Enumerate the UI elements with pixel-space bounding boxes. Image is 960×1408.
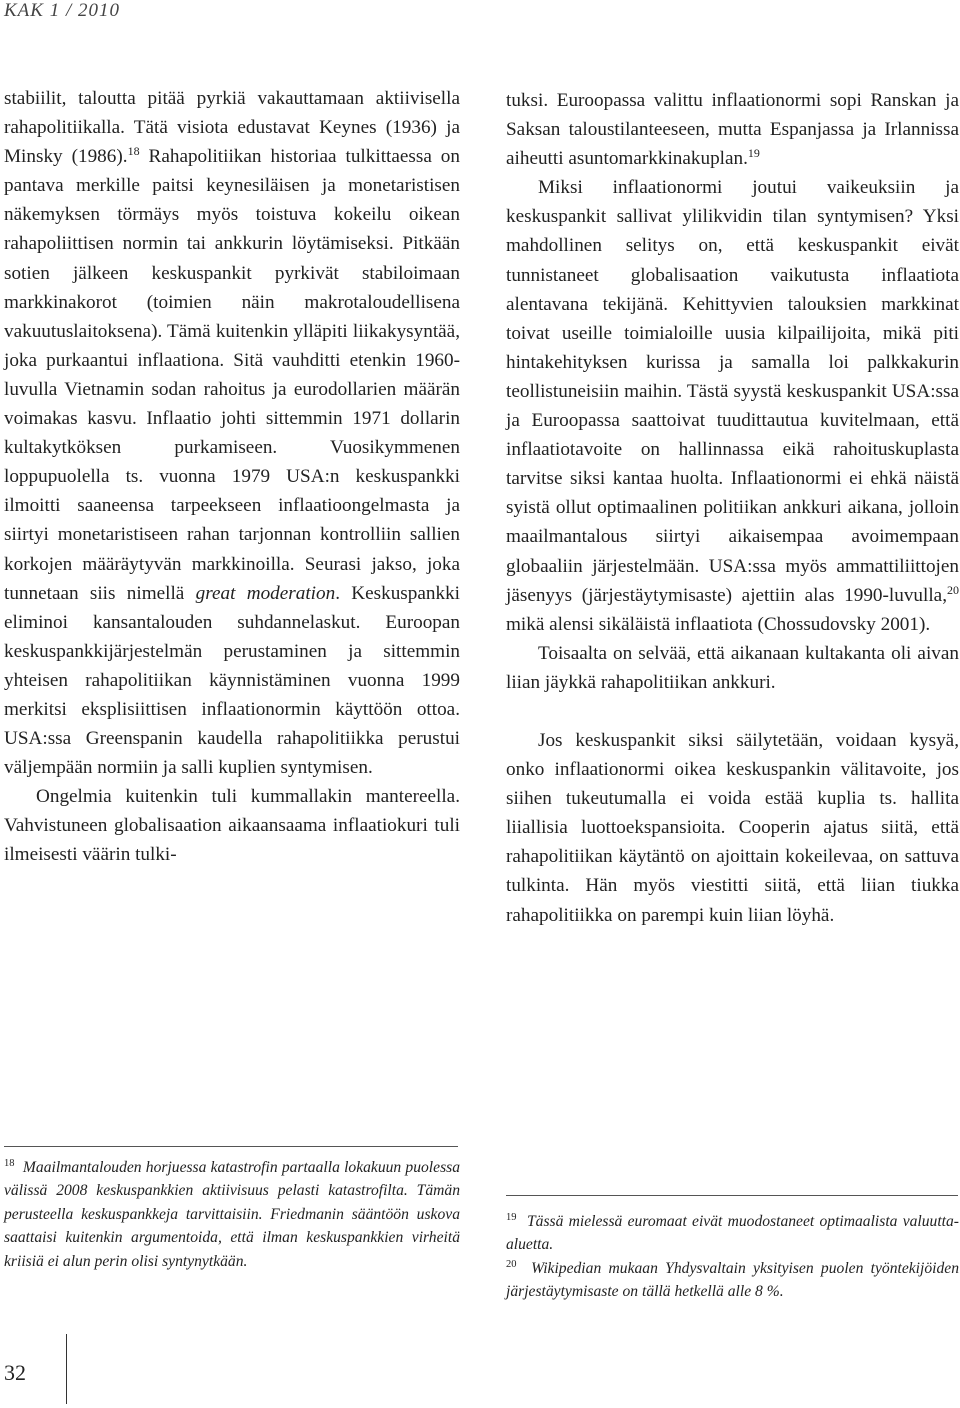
right-paragraph-3: Toisaalta on selvää, että aikanaan kultakanta oli aivan liian jäykkä rahapolitiikan ankkuri. (506, 642, 959, 693)
right-footnotes (506, 1210, 959, 1304)
footnote-20 (506, 1257, 959, 1304)
left-paragraph-1 (4, 84, 460, 782)
footnote-ref-20[interactable]: 20 (947, 582, 959, 597)
right-paragraph-2 (506, 173, 959, 639)
right-footnote-rule (506, 1195, 958, 1196)
left-footnotes (4, 1156, 460, 1273)
page-number: 32 (4, 1360, 26, 1385)
left-paragraph-2: Ongelmia kuitenkin tuli kummallakin mantereella. Vahvistuneen globalisaation aikaansaama inflaatiokuri tuli ilmeisesti väärin tulki- (4, 786, 460, 866)
footnote-18-number: 18 (4, 1158, 15, 1169)
footnote-18 (4, 1156, 460, 1273)
left-p1-text-b: Rahapolitiikan historiaa tulkittaessa on pantava merkille paitsi keynesiläisen ja monetaristisen näkemyksen törmäys myös toistuva kokeilu oikean rahapoliittisen normin tai ankkurin löytämiseksi. Pitkään sotien jälkeen keskuspankit pyrkivät stabiloimaan markkinakorot (toimien näin makrotaloudellisena vakuutuslaitoksena). Tämä kuitenkin ylläpiti liikakysyntää, joka purkaantui inflaationa. Sitä vauhditti etenkin 1960-luvulla Vietnamin sodan rahoitus ja eurodollarien määrän voimakas kasvu. Inflaatio johti sittemmin 1971 dollarin kultakytköksen purkamiseen. Vuosikymmenen loppupuolella ts. vuonna 1979 USA:n keskuspankki ilmoitti saaneensa tarpeekseen inflaatioongelmasta ja siirtyi monetaristiseen rahan tarjonnan kontrolliin sallien korkojen määräytyvän markkinoilla. Seurasi jakso, joka tunnetaan siis nimellä (4, 146, 460, 604)
footnote-20-text: Wikipedian mukaan Yhdysvaltain yksityisen puolen työntekijöiden järjestäytymisaste on tällä hetkellä alle 8 %. (506, 1259, 959, 1301)
left-column (4, 84, 460, 870)
footnote-19-number: 19 (506, 1212, 517, 1223)
footnote-ref-18[interactable]: 18 (127, 144, 140, 159)
right-p2-text-b: mikä alensi sikäläistä inflaatiota (Chossudovsky 2001). (506, 613, 931, 635)
page-number-divider (66, 1334, 67, 1404)
right-p2-text-a: Miksi inflaationormi joutui vaikeuksiin ja keskuspankit sallivat ylilikvidin tilan syntymisen? Yksi mahdollinen selitys on, että keskuspankit eivät tunnistaneet globalisaation vaikutusta inflaatiota alentavana tekijänä. Kehittyvien talouksien markkinat toivat useille toimialoille uusia kilpailijoita, mikä piti hintakehityksen kurissa ja samalla loi palkkakurin teollistuneisiin maihin. Tästä syystä keskuspankit USA:ssa ja Euroopassa saattoivat tuudittautua kuvitelmaan, että inflaatiotavoite on hallinnassa eikä rahoituskuplasta tarvitse siksi kantaa huolta. Inflaationormi ei ehkä näistä syistä ollut optimaalinen politiikan ankkuri aikana, jolloin maailmantalous siirtyi aikaisempaa avoimempaan globaaliin järjestelmään. USA:ssa myös ammattiliittojen jäsenyys (järjestäytymisaste) ajettiin alas 1990-luvulla, (506, 177, 959, 606)
left-p1-text-c: . Keskuspankki eliminoi kansantalouden suhdannelaskut. Euroopan keskuspankkijärjestelmän perustaminen ja sittemmin yhteisen rahapolitiikan käynnistäminen vuonna 1999 merkitsi eksplisiittisen inflaationormin käyttöön ottoa. USA:ssa Greenspanin kaudella rahapolitiikka perustui väljempään normiin ja salli kuplien syntymisen. (4, 582, 460, 779)
running-header: KAK 1 / 2010 (4, 0, 120, 21)
footnote-19 (506, 1210, 959, 1257)
left-p1-italic-term: great moderation (195, 582, 336, 604)
footnote-18-text: Maailmantalouden horjuessa katastrofin partaalla lokakuun puolessa välissä 2008 keskuspankkien aktiivisuus pelasti katastrofilta. Tämän perusteella keskuspankkeja tarvittaisiin. Friedmanin sääntöön uskova saattaisi kuitenkin argumentoida, että ilman keskuspankkien virheitä kriisiä ei alun perin olisi syntynytkään. (4, 1159, 460, 1270)
left-p1-text-a: stabiilit, taloutta pitää pyrkiä vakauttamaan aktiivisella rahapolitiikalla. Tätä visiota edustavat Keynes (1936) ja Minsky (1986). (4, 88, 460, 168)
right-column (506, 86, 959, 930)
footnote-20-number: 20 (506, 1258, 517, 1270)
right-p1-text: tuksi. Euroopassa valittu inflaationormi sopi Ranskan ja Saksan taloustilanteeseen, mutta Espanjassa ja Irlannissa aiheutti asuntomarkkinakuplan. (506, 90, 959, 170)
right-paragraph-1 (506, 86, 959, 173)
footnote-ref-19[interactable]: 19 (747, 146, 760, 161)
left-footnote-rule (4, 1146, 458, 1147)
footnote-19-text: Tässä mielessä euromaat eivät muodostaneet optimaalista valuutta-aluetta. (506, 1213, 959, 1254)
right-paragraph-4: Jos keskuspankit siksi säilytetään, voidaan kysyä, onko inflaationormi oikea keskuspankin välitavoite, jos siihen tukeutumalla ei voida estää kuplia ts. hallita liiallisia luottoekspansioita. Cooperin ajatus siitä, että rahapolitiikan käytäntö on ajoittain kokeilevaa, on sattuva tulkinta. Hän myös viestitti siitä, että liian tiukka rahapolitiikka on parempi kuin liian löyhä. (506, 729, 959, 926)
